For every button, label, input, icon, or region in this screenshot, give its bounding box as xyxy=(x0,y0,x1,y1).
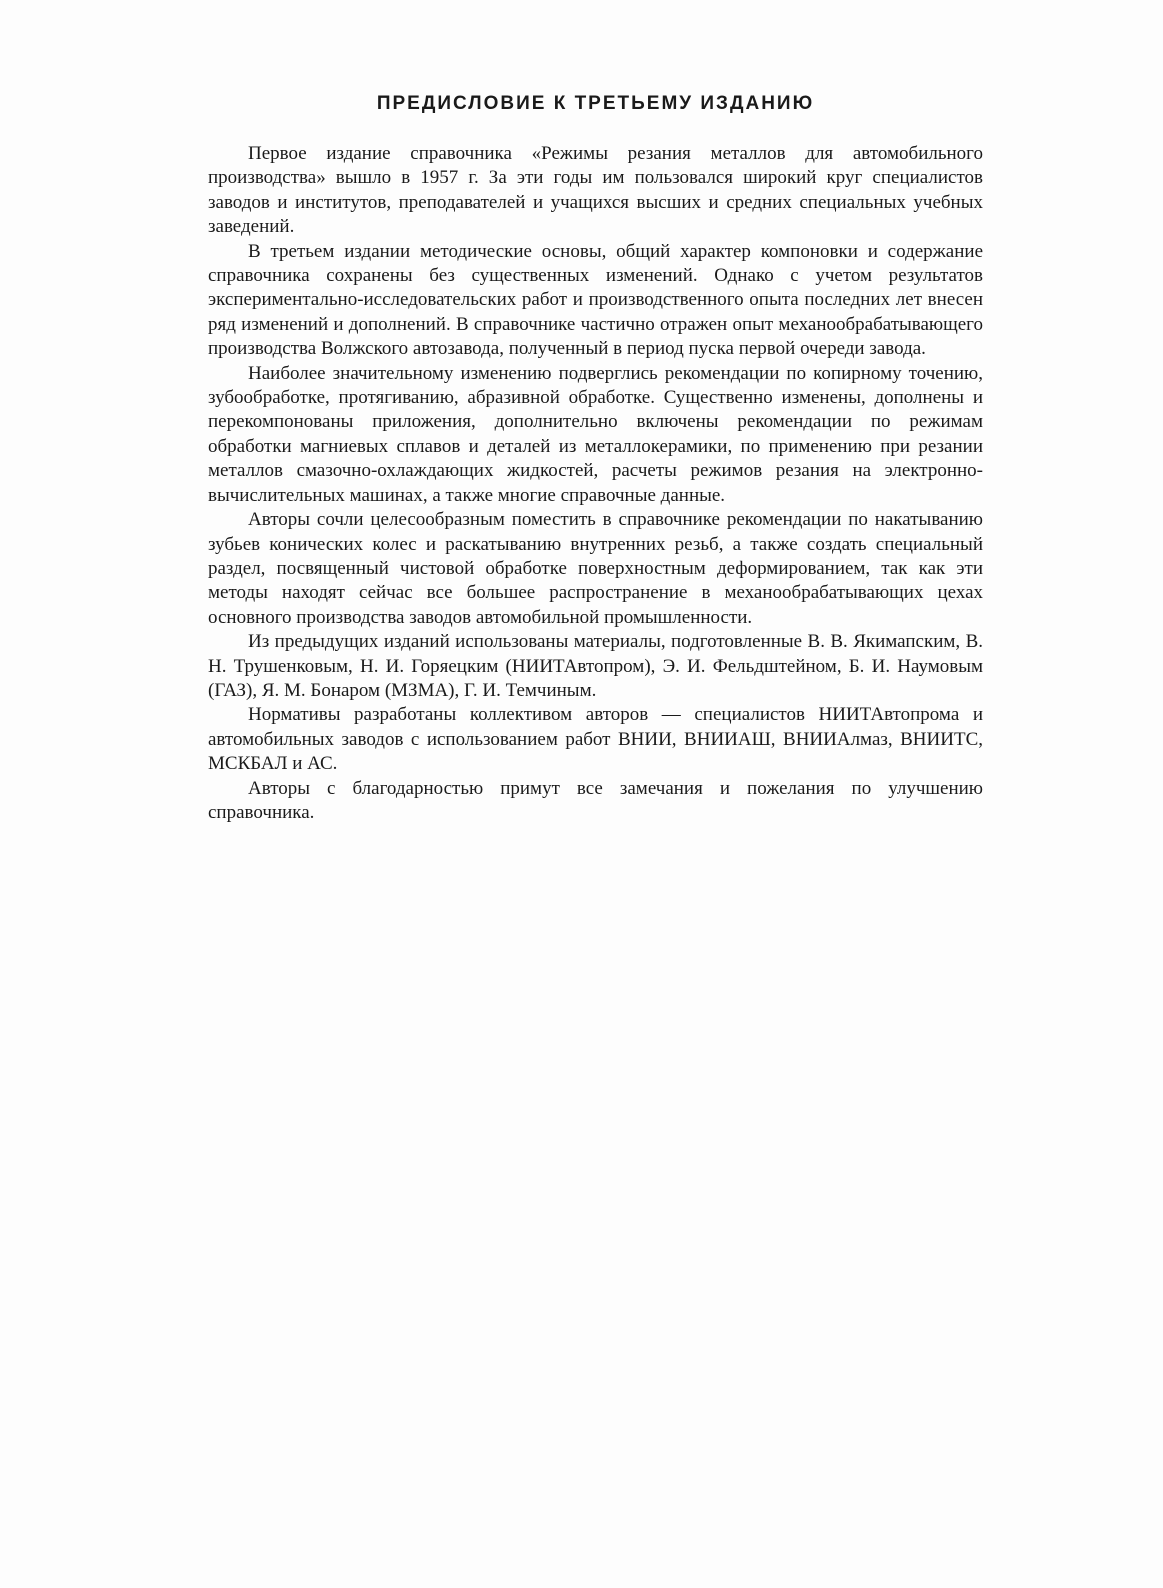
paragraph-previous-authors: Из предыдущих изданий использованы материалы, подготовленные В. В. Якимапским, В. Н. Трушенковым, Н. И. Горяецким (НИИТАвтопром), Э. И. Фельдштейном, Б. И. Наумовым (ГАЗ), Я. М. Бонаром (МЗМА), Г. И. Темчиным. xyxy=(208,631,983,701)
page-title: ПРЕДИСЛОВИЕ К ТРЕТЬЕМУ ИЗДАНИЮ xyxy=(376,93,815,114)
paragraph-third-edition: В третьем издании методические основы, общий характер компоновки и содержание справочника сохранены без существенных изменений. Однако с учетом результатов экспериментально-исследовательских работ и производственного опыта последних лет внесен ряд изменений и дополнений. В справочнике частично отражен опыт механообрабатывающего производства Волжского автозавода, полученный в период пуска первой очереди завода. xyxy=(208,240,983,360)
paragraph-acknowledgement: Авторы с благодарностью примут все замечания и пожелания по улучшению справочника. xyxy=(208,777,983,823)
paragraph-new-sections: Авторы сочли целесообразным поместить в справочнике рекомендации по накатыванию зубьев конических колес и раскатыванию внутренних резьб, а также создать специальный раздел, посвященный чистовой обработке поверхностным деформированием, так как эти методы находят сейчас все большее распространение в механообрабатывающих цехах основного производства заводов автомобильной промышленности. xyxy=(208,509,983,628)
preface-section xyxy=(208,90,983,825)
paragraph-developers: Нормативы разработаны коллективом авторов — специалистов НИИТАвтопрома и автомобильных заводов с использованием работ ВНИИ, ВНИИАШ, ВНИИАлмаз, ВНИИТС, МСКБАЛ и АС. xyxy=(208,704,983,775)
paragraph-changes: Наиболее значительному изменению подверглись рекомендации по копирному точению, зубообработке, протягиванию, абразивной обработке. Существенно изменены, дополнены и перекомпонованы приложения, дополнительно включены рекомендации по режимам обработки магниевых сплавов и деталей из металлокерамики, по применению при резании металлов смазочно-охлаждающих жидкостей, расчеты режимов резания на электронно-вычислительных машинах, а также многие справочные данные. xyxy=(208,362,983,506)
paragraph-first-edition: Первое издание справочника «Режимы резания металлов для автомобильного производства» вышло в 1957 г. За эти годы им пользовался широкий круг специалистов заводов и институтов, преподавателей и учащихся высших и средних специальных учебных заведений. xyxy=(208,143,983,238)
